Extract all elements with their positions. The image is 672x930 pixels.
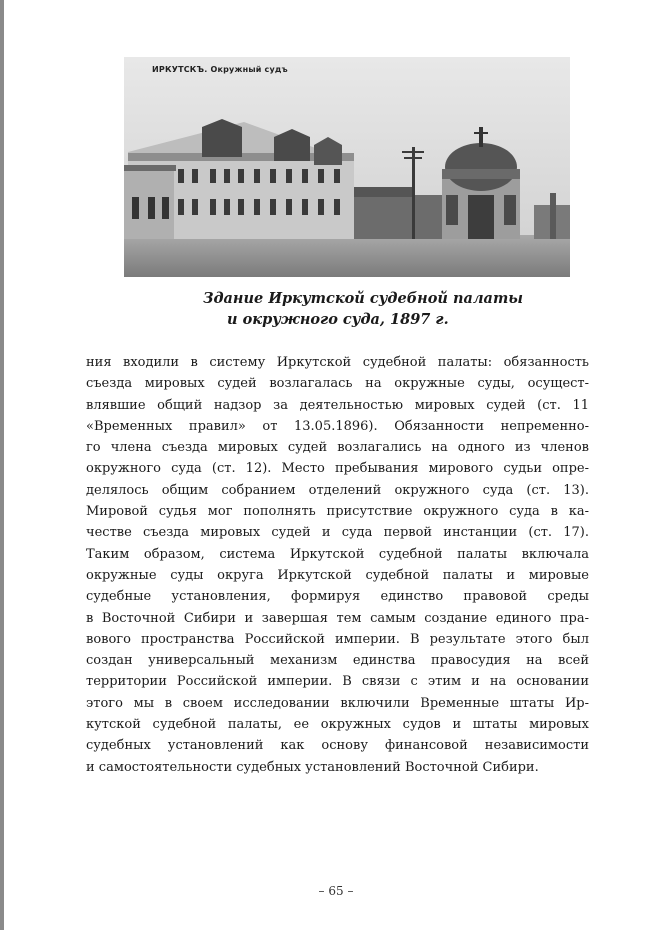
photo-label: ИРКУТСКЪ. Окружный судъ: [152, 65, 288, 74]
photo-illustration: [124, 57, 570, 277]
text-line-last: и самостоятельности судебных установлений Восточной Сибири.: [86, 759, 539, 775]
text-line: окружного суда (ст. 12). Место пребывания мирового судьи опре-: [86, 461, 589, 477]
text-line: влявшие общий надзор за деятельностью мировых судей (ст. 11: [86, 397, 589, 413]
text-line: делялось общим собранием отделений окружного суда (ст. 13).: [86, 482, 589, 498]
text-line: территории Российской империи. В связи с этим и на основании: [86, 674, 589, 690]
figure-caption: [150, 288, 550, 330]
caption-line-1: Здание Иркутской судебной палаты: [203, 290, 524, 307]
text-line: создан универсальный механизм единства правосудия на всей: [86, 653, 589, 669]
page-number: – 65 –: [318, 884, 354, 898]
text-line: кутской судебной палаты, ее окружных судов и штаты мировых: [86, 717, 589, 733]
text-line: честве съезда мировых судей и суда первой инстанции (ст. 17).: [86, 525, 589, 541]
text-line: съезда мировых судей возлагалась на окружные суды, осущест-: [86, 376, 589, 392]
page-left-border: [0, 0, 4, 930]
text-line: вового пространства Российской империи. В результате этого был: [86, 631, 589, 647]
text-line: ния входили в систему Иркутской судебной палаты: обязанность: [86, 355, 589, 370]
historical-photo-court-building: [124, 57, 570, 277]
caption-line-2: и окружного суда, 1897 г.: [227, 311, 449, 328]
text-line: Мировой судья мог пополнять присутствие окружного суда в ка-: [86, 504, 589, 520]
text-line: этого мы в своем исследовании включили Временные штаты Ир-: [86, 695, 589, 711]
text-line: судебных установлений как основу финансовой независимости: [86, 738, 589, 754]
text-line: Таким образом, система Иркутской судебной палаты включала: [86, 546, 589, 562]
text-line: «Временных правил» от 13.05.1896). Обязанности непременно-: [86, 418, 589, 434]
text-line: в Восточной Сибири и завершая тем самым создание единого пра-: [86, 610, 589, 626]
text-line: окружные суды округа Иркутской судебной палаты и мировые: [86, 567, 589, 583]
body-paragraph: [86, 352, 589, 778]
text-line: го члена съезда мировых судей возлагались на одного из членов: [86, 440, 589, 456]
text-line: судебные установления, формируя единство правовой среды: [86, 589, 589, 605]
